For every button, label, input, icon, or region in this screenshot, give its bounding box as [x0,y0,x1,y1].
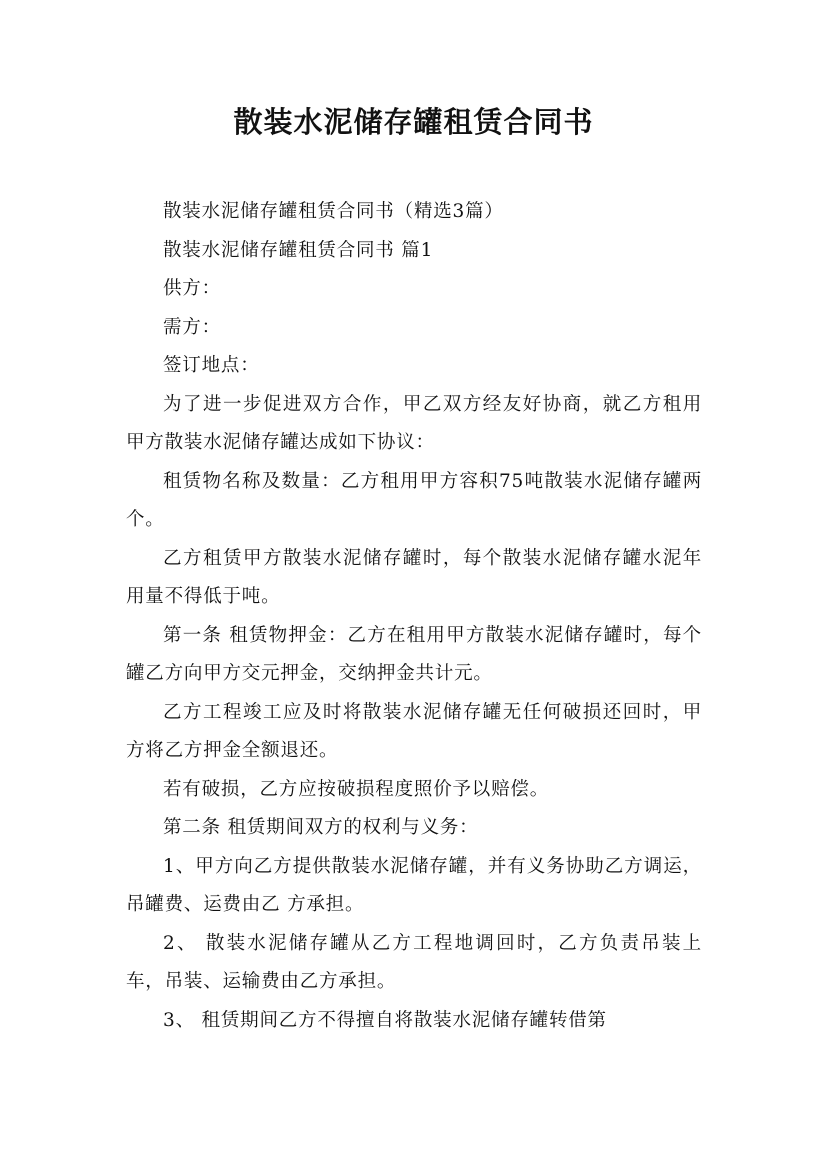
paragraph-clause-1: 1、甲方向乙方提供散装水泥储存罐，并有义务协助乙方调运，吊罐费、运费由乙 方承担。 [126,855,702,915]
paragraph-preamble: 为了进一步促进双方合作，甲乙双方经友好协商，就乙方租用甲方散装水泥储存罐达成如下协议： [126,393,702,453]
paragraph-article-2: 第二条 租赁期间双方的权利与义务： [163,817,479,838]
paragraph-clause-3: 3、 租赁期间乙方不得擅自将散装水泥储存罐转借第 [163,1009,607,1031]
paragraph-subtitle: 散装水泥储存罐租赁合同书（精选3篇） [163,201,504,222]
document-body [126,193,702,1040]
paragraph-signing-place: 签订地点： [163,355,260,376]
paragraph-clause-2: 2、 散装水泥储存罐从乙方工程地调回时，乙方负责吊装上车，吊装、运输费由乙方承担。 [126,932,702,992]
paragraph-buyer: 需方： [163,316,221,338]
paragraph-damage-compensation: 若有破损，乙方应按破损程度照价予以赔偿。 [163,778,550,800]
paragraph-section-heading: 散装水泥储存罐租赁合同书 篇1 [163,239,434,261]
paragraph-supplier: 供方： [163,278,221,299]
paragraph-annual-usage: 乙方租赁甲方散装水泥储存罐时，每个散装水泥储存罐水泥年用量不得低于吨。 [126,547,702,607]
paragraph-article-1: 第一条 租赁物押金：乙方在租用甲方散装水泥储存罐时，每个罐乙方向甲方交元押金，交纳押金共计元。 [126,624,702,684]
document-title: 散装水泥储存罐租赁合同书 [233,105,594,139]
paragraph-deposit-refund: 乙方工程竣工应及时将散装水泥储存罐无任何破损还回时，甲方将乙方押金全额退还。 [126,701,702,761]
paragraph-rental-item: 租赁物名称及数量：乙方租用甲方容积75吨散装水泥储存罐两 个。 [126,470,702,530]
